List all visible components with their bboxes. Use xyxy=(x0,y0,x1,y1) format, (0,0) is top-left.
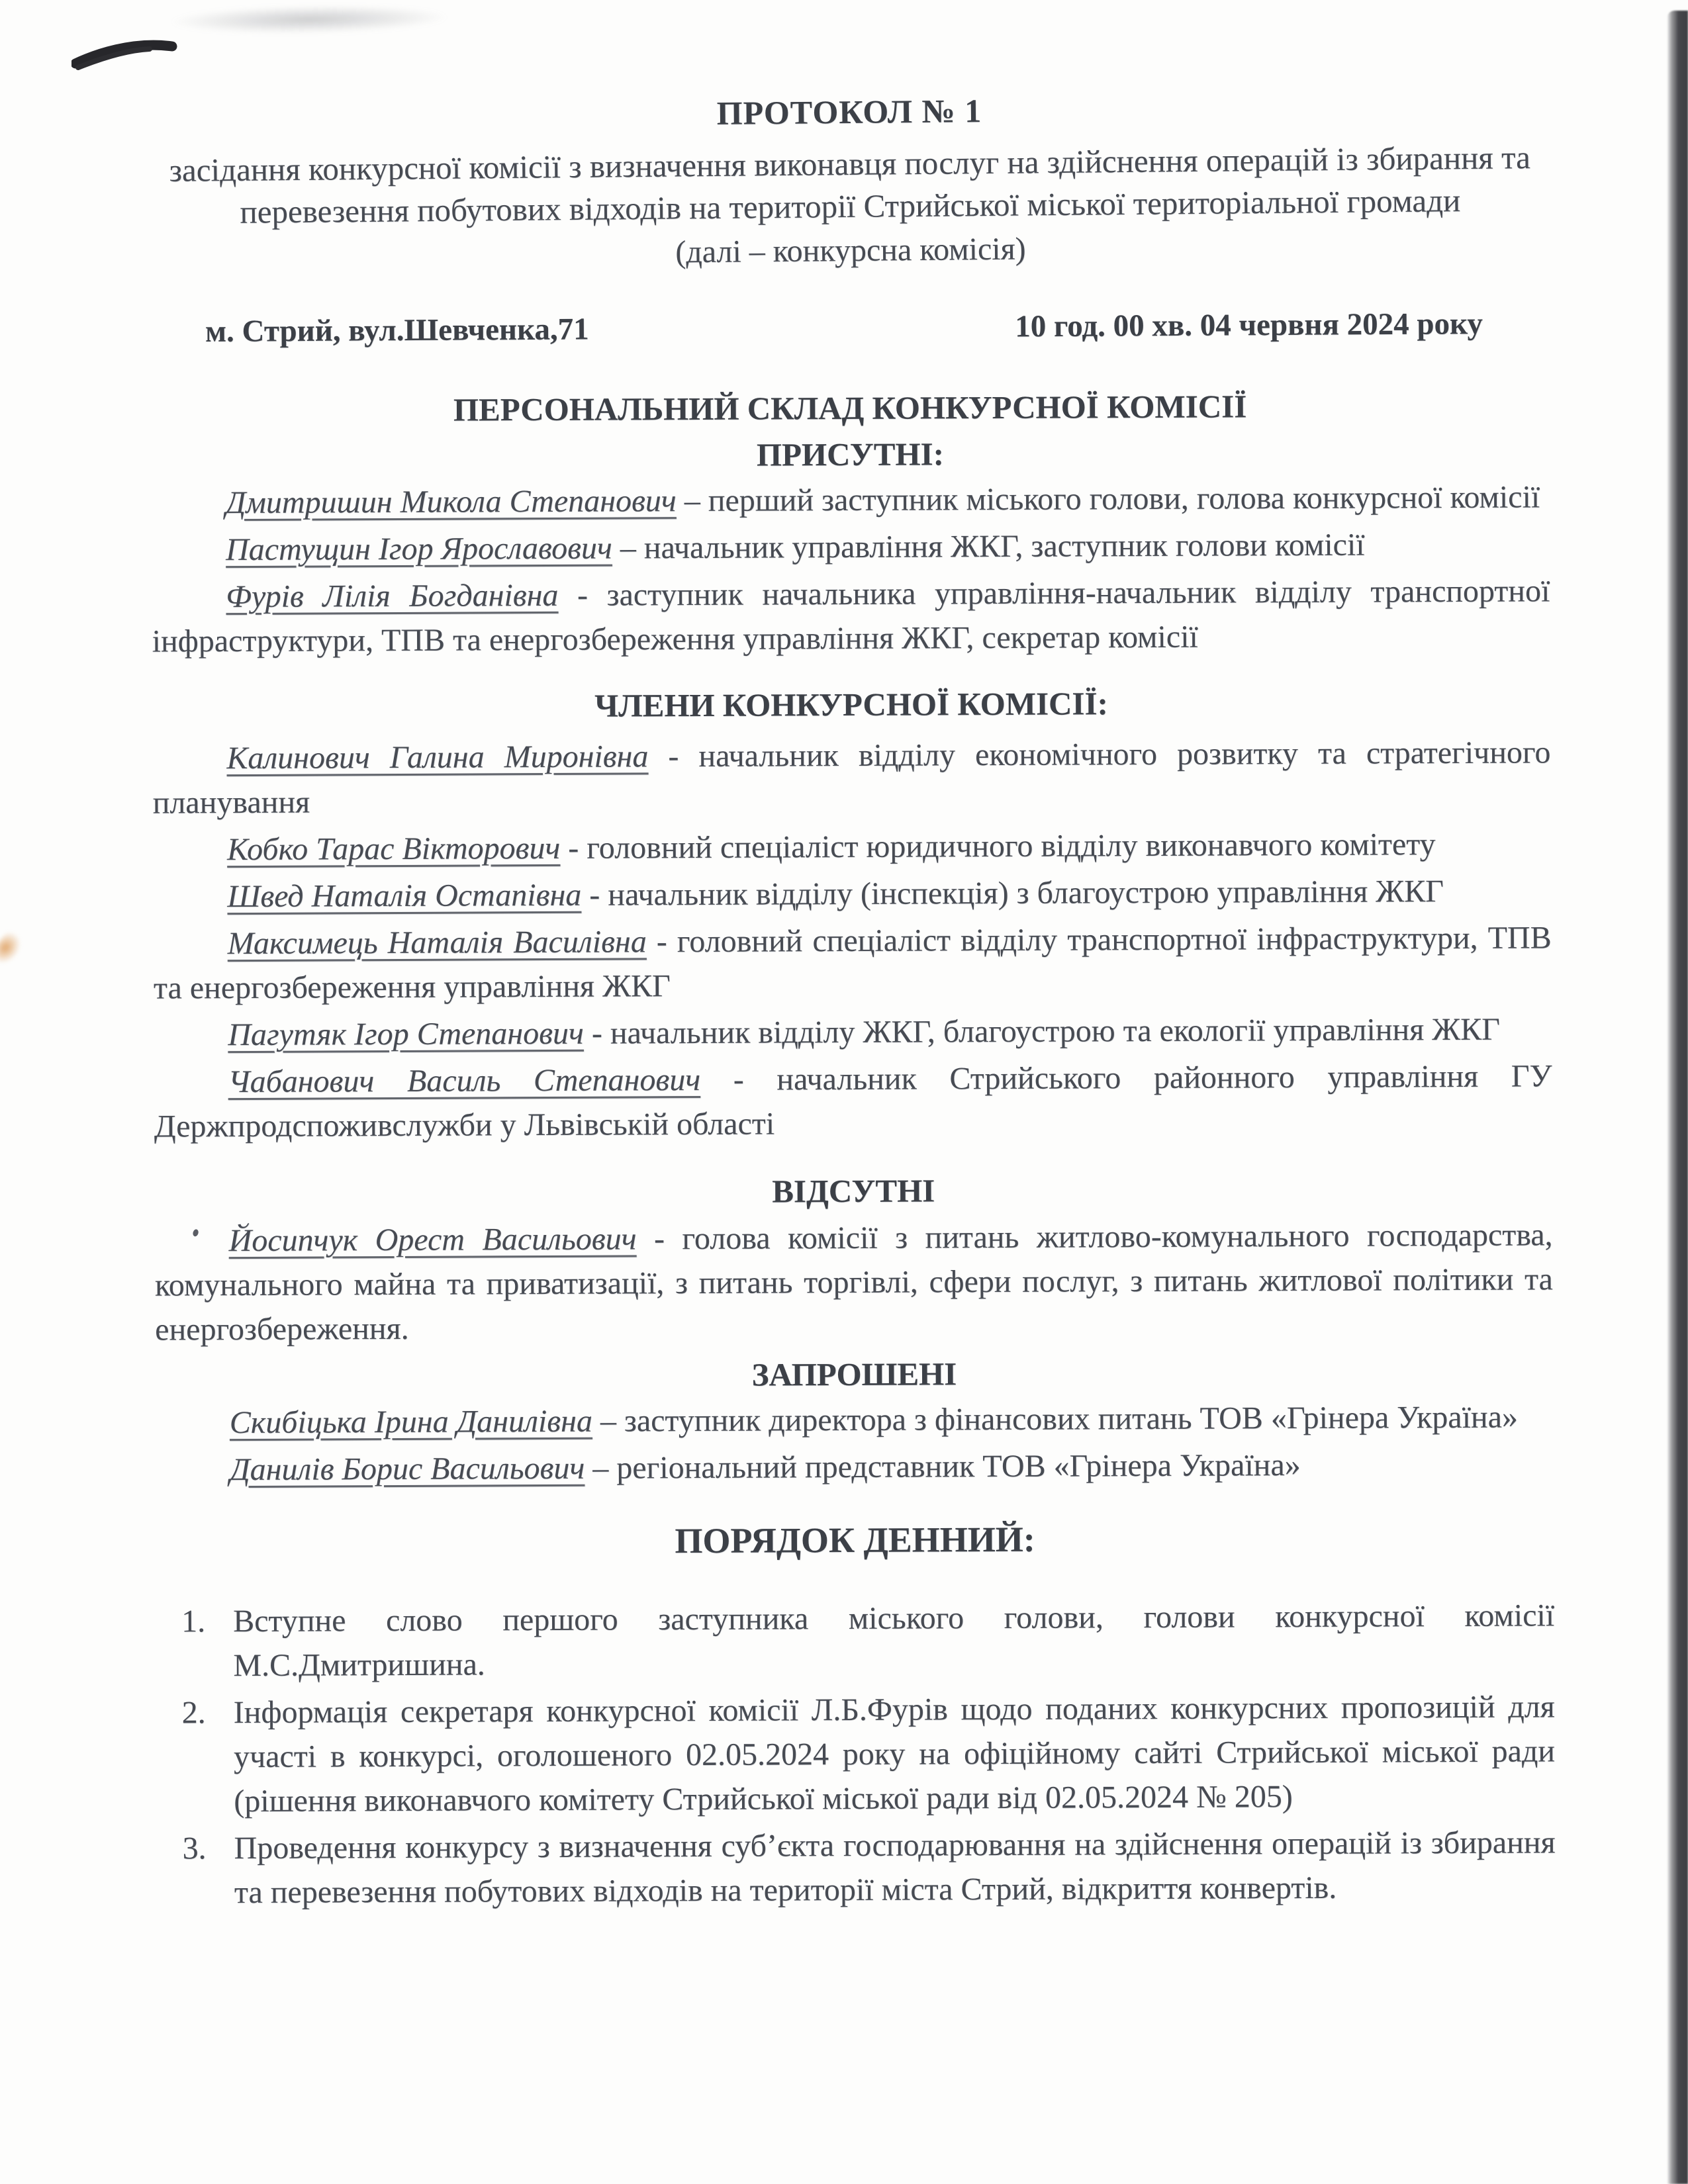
person-row xyxy=(156,1394,1554,1445)
person-role: – заступник директора з фінансових питань ТОВ «Грінера Україна» xyxy=(592,1399,1519,1439)
person-name: Фурів Лілія Богданівна xyxy=(226,577,559,615)
person-role: – перший заступник міського голови, голова конкурсної комісії xyxy=(676,479,1540,519)
agenda-item-number: 2. xyxy=(181,1695,206,1731)
person-name: Швед Наталія Остапівна xyxy=(227,877,582,915)
person-name: Скибіцька Ірина Данилівна xyxy=(229,1403,593,1441)
person-name: Максимець Наталія Василівна xyxy=(227,924,647,962)
agenda-item xyxy=(157,1820,1556,1915)
place-date-row xyxy=(151,303,1549,353)
person-name: Пагутяк Ігор Степанович xyxy=(228,1015,585,1053)
person-role: – регіональний представник ТОВ «Грінера Україна» xyxy=(585,1447,1301,1486)
scan-smudge xyxy=(142,1,514,38)
scanner-edge-bar xyxy=(1667,11,1688,2184)
orange-ink-mark xyxy=(0,929,27,970)
person-row xyxy=(152,475,1550,525)
document-content xyxy=(151,91,1556,1912)
agenda-item-number: 1. xyxy=(181,1604,206,1639)
heading-present: ПРИСУТНІ: xyxy=(756,435,945,473)
document-subtitle: засідання конкурсної комісії з визначення виконавця послуг на здійснення операцій із збирання та перевезення побутових відходів на території Стрийської міської територіальної громади xyxy=(169,139,1531,230)
pen-stroke-mark xyxy=(71,28,177,77)
person-role: - начальник відділу (інспекція) з благоустрою управління ЖКГ xyxy=(581,874,1444,913)
heading-members: ЧЛЕНИ КОНКУРСНОЇ КОМІСІЇ: xyxy=(594,685,1109,724)
person-role: - головний спеціаліст відділу транспортної інфраструктури, ТПВ та енергозбереження управління ЖКГ xyxy=(153,920,1552,1006)
agenda-item-text: Вступне слово першого заступника міського голови, голови конкурсної комісії М.С.Дмитришина. xyxy=(233,1598,1555,1684)
person-row xyxy=(154,1007,1552,1057)
agenda-item-text: Проведення конкурсу з визначення суб’єкта господарювання на здійснення операцій із збирання та перевезення побутових відходів на території міста Стрий, відкриття конвертів. xyxy=(234,1825,1556,1911)
person-row xyxy=(153,868,1551,919)
agenda-item xyxy=(157,1684,1556,1823)
heading-agenda: ПОРЯДОК ДЕННИЙ: xyxy=(675,1519,1035,1561)
person-row xyxy=(156,1441,1554,1492)
meeting-datetime: 10 год. 00 хв. 04 червня 2024 року xyxy=(1015,306,1483,344)
document-body xyxy=(151,385,1556,1915)
person-row xyxy=(154,1212,1553,1351)
document-note: (далі – конкурсна комісія) xyxy=(675,231,1026,270)
agenda-item xyxy=(156,1593,1555,1688)
heading-personal-composition: ПЕРСОНАЛЬНИЙ СКЛАД КОНКУРСНОЇ КОМІСІЇ xyxy=(453,388,1247,428)
person-role: - заступник начальника управління-начальник відділу транспортної інфраструктури, ТПВ та енергозбереження управління ЖКГ, секретар комісії xyxy=(152,573,1550,659)
person-name: Чабанович Василь Степанович xyxy=(228,1062,701,1100)
person-row xyxy=(153,821,1551,872)
agenda-item-text: Інформація секретаря конкурсної комісії Л.Б.Фурів щодо поданих конкурсних пропозицій для участі в конкурсі, оголошеного 02.05.2024 року на офіційному сайті Стрийської міської ради (рішення виконавчого комітету Стрийської міської ради від 02.05.2024 № 205) xyxy=(233,1689,1556,1819)
person-name: Пастущин Ігор Ярославович xyxy=(225,530,612,568)
person-role: - голова комісії з питань житлово-комунального господарства, комунального майна та приватизації, з питань торгівлі, сфери послуг, з питань житлової політики та енергозбереження. xyxy=(154,1217,1554,1347)
person-role: - начальник відділу економічного розвитку та стратегічного планування xyxy=(152,735,1551,821)
person-name: Калинович Галина Миронівна xyxy=(226,739,649,776)
person-role: - головний спеціаліст юридичного відділу виконавчого комітету xyxy=(560,827,1436,866)
person-name: Данилів Борис Васильович xyxy=(230,1450,585,1488)
person-role: – начальник управління ЖКГ, заступник голови комісії xyxy=(612,527,1365,566)
person-row xyxy=(154,1054,1552,1148)
person-name: Дмитришин Микола Степанович xyxy=(225,483,677,521)
heading-absent: ВІДСУТНІ xyxy=(772,1172,935,1210)
ink-dot xyxy=(192,1228,199,1237)
person-role: - начальник Стрийського районного управління ГУ Держпродспоживслужби у Львівській області xyxy=(154,1058,1552,1144)
document-title: ПРОТОКОЛ № 1 xyxy=(716,92,982,132)
agenda-item-number: 3. xyxy=(182,1831,207,1866)
person-name: Йосипчук Орест Васильович xyxy=(228,1221,637,1259)
person-name: Кобко Тарас Вікторович xyxy=(226,830,561,868)
person-row xyxy=(152,522,1550,572)
meeting-place: м. Стрий, вул.Шевченка,71 xyxy=(205,312,589,349)
agenda-list xyxy=(156,1593,1556,1915)
document-header xyxy=(150,85,1550,278)
heading-invited: ЗАПРОШЕНІ xyxy=(751,1355,957,1393)
person-row xyxy=(152,569,1550,663)
person-row xyxy=(152,730,1551,825)
person-role: - начальник відділу ЖКГ, благоустрою та екології управління ЖКГ xyxy=(583,1011,1501,1051)
person-row xyxy=(154,915,1552,1010)
